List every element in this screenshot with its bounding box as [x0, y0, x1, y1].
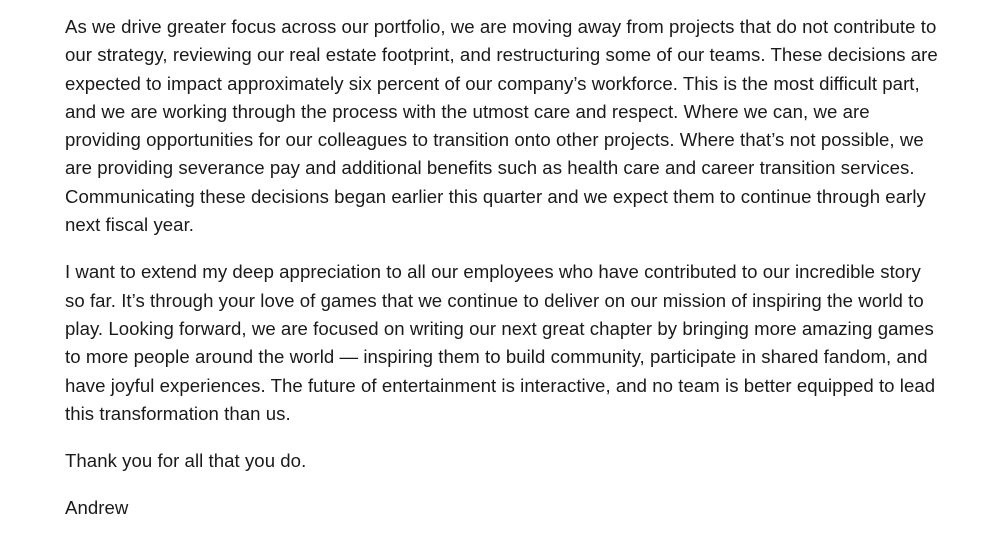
- paragraph-restructuring: As we drive greater focus across our portfolio, we are moving away from projects that do not contribute to our strategy, reviewing our real estate footprint, and restructuring some of our teams. These decisions are expected to impact approximately six percent of our company’s workforce. This is the most difficult part, and we are working through the process with the utmost care and respect. Where we can, we are providing opportunities for our colleagues to transition onto other projects. Where that’s not possible, we are providing severance pay and additional benefits such as health care and career transition services. Communicating these decisions began earlier this quarter and we expect them to continue through early next fiscal year.: [65, 16, 938, 236]
- signature: Andrew: [65, 497, 129, 519]
- closing-line: Thank you for all that you do.: [65, 450, 307, 472]
- paragraph-appreciation: I want to extend my deep appreciation to all our employees who have contributed to our incredible story so far. It’s through your love of games that we continue to deliver on our mission of inspiring the world to play. Looking forward, we are focused on writing our next great chapter by bringing more amazing games to more people around the world — inspiring them to build community, participate in shared fandom, and have joyful experiences. The future of entertainment is interactive, and no team is better equipped to lead this transformation than us.: [65, 261, 936, 424]
- letter-body: [65, 13, 945, 523]
